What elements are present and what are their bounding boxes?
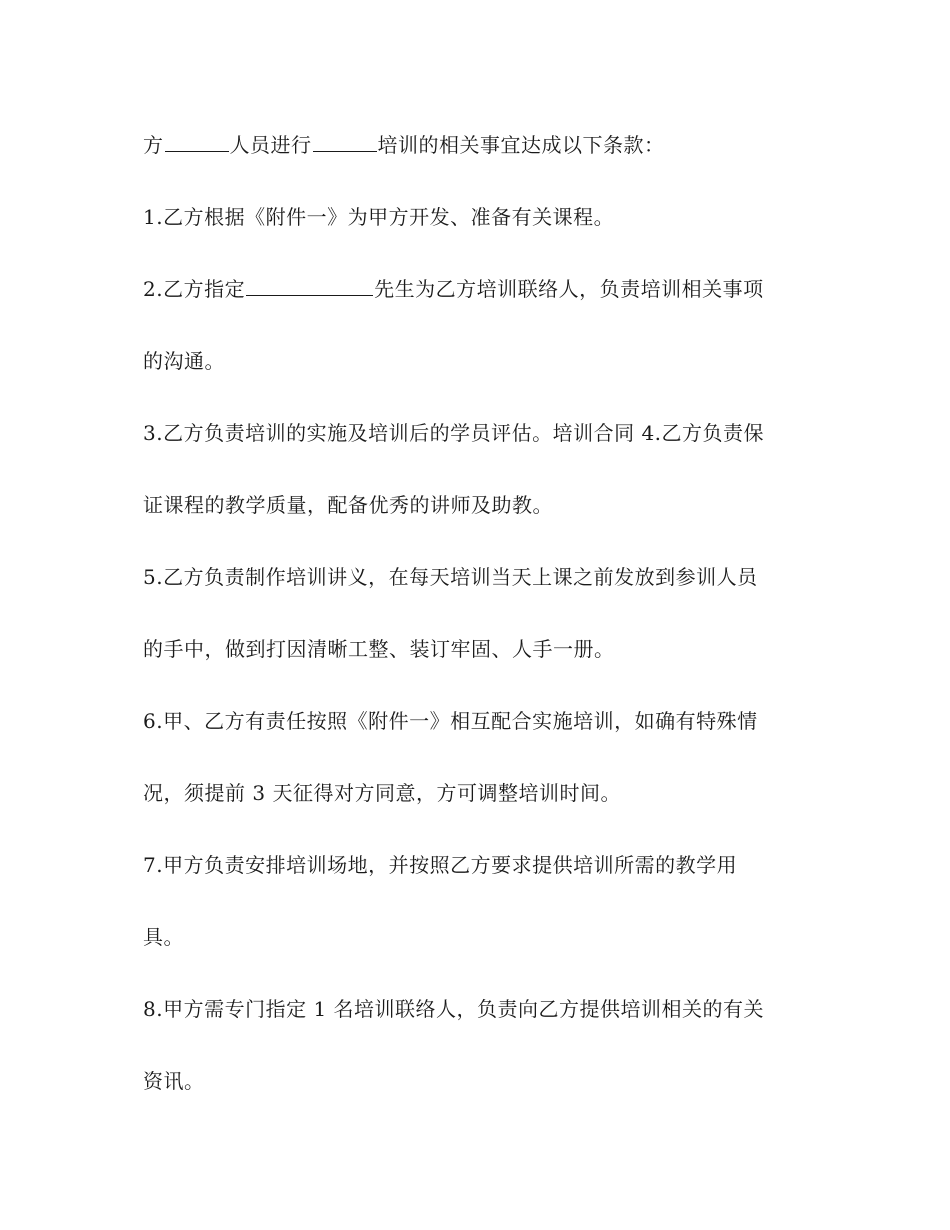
text-segment: 先生为乙方培训联络人，负责培训相关事项 [374, 277, 764, 301]
clause-2-line-1 [143, 277, 764, 301]
clause-7-line-1: 7.甲方负责安排培训场地，并按照乙方要求提供培训所需的教学用 [143, 853, 738, 877]
clause-5-line-2: 的手中，做到打因清晰工整、装订牢固、人手一册。 [143, 637, 615, 661]
clause-7-line-2: 具。 [143, 925, 184, 949]
fill-in-blank[interactable] [313, 133, 377, 152]
fill-in-blank[interactable] [246, 277, 373, 296]
clause-8-line-1: 8.甲方需专门指定 1 名培训联络人，负责向乙方提供培训相关的有关 [143, 997, 765, 1021]
clause-6-line-1: 6.甲、乙方有责任按照《附件一》相互配合实施培训，如确有特殊情 [143, 709, 758, 733]
clause-3-line-2: 证课程的教学质量，配备优秀的讲师及助教。 [143, 493, 553, 517]
clause-5-line-1: 5.乙方负责制作培训讲义，在每天培训当天上课之前发放到参训人员 [143, 565, 758, 589]
clause-1: 1.乙方根据《附件一》为甲方开发、准备有关课程。 [143, 205, 615, 229]
text-segment: 方 [143, 133, 164, 157]
paragraph-intro [143, 133, 665, 157]
fill-in-blank[interactable] [165, 133, 229, 152]
clause-6-line-2: 况，须提前 3 天征得对方同意，方可调整培训时间。 [143, 781, 621, 805]
clause-8-line-2: 资讯。 [143, 1069, 205, 1093]
clause-3-line-1: 3.乙方负责培训的实施及培训后的学员评估。培训合同 4.乙方负责保 [143, 421, 765, 445]
text-segment: 2.乙方指定 [143, 277, 246, 301]
text-segment: 培训的相关事宜达成以下条款： [377, 133, 665, 157]
clause-2-line-2: 的沟通。 [143, 349, 225, 373]
text-segment: 人员进行 [229, 133, 312, 157]
